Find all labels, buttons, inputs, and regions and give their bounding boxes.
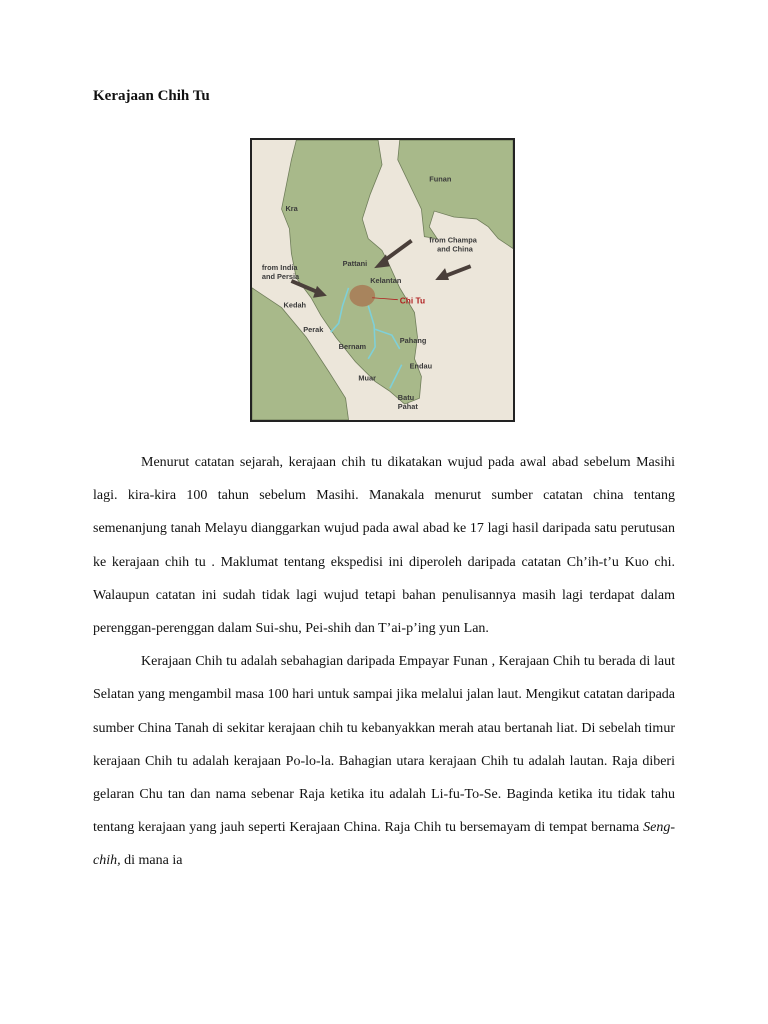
map-label-pahat: Pahat: [397, 402, 418, 412]
map-label-muar: Muar: [358, 373, 376, 383]
map-label-bernam: Bernam: [338, 341, 367, 351]
map-label-kelantan: Kelantan: [370, 275, 402, 285]
map-label-endau: Endau: [409, 361, 433, 371]
paragraph-2-continuation: di mana ia: [120, 853, 183, 869]
map-label-and-persia: and Persia: [261, 272, 300, 282]
map-label-from-champa: from Champa: [429, 235, 477, 245]
map-label-and-china: and China: [437, 244, 473, 254]
map-label-chi-tu: Chi Tu: [399, 295, 426, 306]
map-label-pattani: Pattani: [342, 259, 368, 269]
map-label-kedah: Kedah: [283, 300, 307, 310]
chi-tu-area: [350, 285, 376, 307]
map-label-pahang: Pahang: [399, 336, 427, 346]
map-illustration: [252, 140, 513, 420]
map-label-kra: Kra: [285, 204, 298, 214]
map-label-perak: Perak: [303, 325, 324, 335]
map-label-batu: Batu: [397, 393, 415, 403]
chih-tu-map: [250, 138, 515, 422]
document-title: Kerajaan Chih Tu: [93, 88, 210, 104]
map-label-funan: Funan: [429, 174, 452, 184]
paragraph-2: [93, 645, 675, 877]
map-label-from-india: from India: [261, 263, 298, 273]
document-body: [93, 446, 675, 878]
place-name-seng-chih: Seng-chih,: [93, 820, 675, 869]
paragraph-1: Menurut catatan sejarah, kerajaan chih tu dikatakan wujud pada awal abad sebelum Masihi lagi. kira-kira 100 tahun sebelum Masihi. Manakala menurut sumber catatan china tentang semenanjung tanah Melayu dianggarkan wujud pada awal abad ke 17 lagi hasil daripada satu perutusan ke kerajaan chih tu . Maklumat tentang ekspedisi ini diperoleh daripada catatan Ch’ih-t’u Kuo chi. Walaupun catatan ini sudah tidak lagi wujud tetapi bahan penulisannya masih lagi terdapat dalam perenggan-perenggan dalam Sui-shu, Pei-shih dan T’ai-p’ing yun Lan.: [93, 455, 675, 637]
paragraph-2-text: Kerajaan Chih tu adalah sebahagian daripada Empayar Funan , Kerajaan Chih tu berada di laut Selatan yang mengambil masa 100 hari untuk sampai jika melalui jalan laut. Mengikut catatan daripada sumber China Tanah di sekitar kerajaan chih tu kebanyakkan merah atau bertanah liat. Di sebelah timur kerajaan Chih tu adalah kerajaan Po-lo-la. Bahagian utara kerajaan Chih tu adalah lautan. Raja diberi gelaran Chu tan dan nama sebenar Raja ketika itu adalah Li-fu-To-Se. Baginda ketika itu tidak tahu tentang kerajaan yang jauh seperti Kerajaan China. Raja Chih tu bersemayam di tempat bernama: [93, 654, 675, 836]
